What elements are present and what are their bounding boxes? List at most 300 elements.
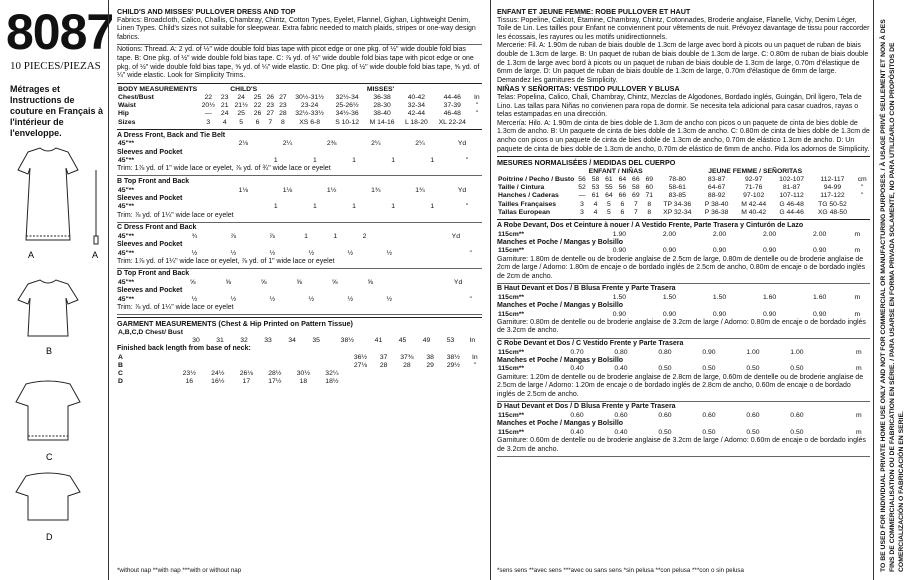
table-cell: 94-99 (823, 184, 842, 192)
table-row (117, 94, 482, 102)
table-cell: " (469, 249, 472, 257)
row-label: Tallas European (498, 208, 550, 216)
table-cell: 28 (403, 361, 411, 369)
row-label: 115cm** (498, 310, 525, 318)
table-cell: 23 (279, 102, 287, 110)
table-cell (206, 140, 214, 148)
table-cell: 1¾ (415, 186, 425, 194)
table-cell: ⅝ (260, 278, 267, 286)
table-cell (202, 203, 216, 211)
row-label: Waist (118, 102, 136, 110)
table-row (497, 184, 870, 192)
metrage-subsection: Manches et Poche / Mangas y Bolsillo (497, 238, 624, 246)
table-cell: 37-39 (443, 102, 461, 110)
table-cell: 53 (591, 184, 600, 192)
table-cell: 4 (593, 200, 598, 208)
table-cell: TG 50-52 (818, 200, 847, 208)
table-cell: ½ (269, 249, 276, 257)
metrage-table (497, 365, 870, 373)
table-cell (198, 140, 206, 148)
table-cell: 8 (281, 118, 285, 126)
metrage-table (497, 247, 870, 255)
table-cell: 27⅛ (353, 361, 368, 369)
pattern-number: 8087 (6, 4, 114, 60)
table-cell: m (854, 310, 861, 318)
table-cell: 20½ (201, 102, 215, 110)
table-cell: 44-46 (443, 93, 461, 101)
table-row (117, 354, 482, 362)
metrage-trim: Garniture: 1.80m de dentelle ou de broderie anglaise de 2.5cm de large, 0.80m de dentelle ou de broderie anglaise de 2cm de large / Adorno: 1.80m de encaje o de bordado inglés de 2.5cm de ancho, 0.80m de encaje o de bordado inglés de 2cm de ancho. (497, 255, 866, 280)
table-cell: 0.90 (712, 310, 727, 318)
yardage-section-title: D Top Front and Back (117, 270, 190, 278)
table-cell: 83-87 (707, 175, 726, 183)
table-cell: 1.50 (612, 293, 627, 301)
table-cell (409, 296, 419, 304)
table-row (497, 231, 870, 239)
table-cell (415, 329, 439, 337)
table-row (117, 296, 482, 304)
table-cell: 29 (426, 361, 434, 369)
tie-belt-icon (94, 170, 98, 244)
table-cell: 1.60 (762, 293, 777, 301)
table-cell: 64-67 (707, 184, 726, 192)
row-label: 115cm** (498, 365, 525, 373)
table-row (117, 329, 482, 337)
table-cell: 32¼ (325, 370, 339, 378)
table-cell (468, 370, 482, 378)
table-cell: 1 (391, 157, 396, 165)
garment-title: GARMENT MEASUREMENTS (Chest & Hip Printed on Pattern Tissue) (117, 319, 353, 329)
table-cell (183, 140, 191, 148)
table-cell: 117-122 (820, 192, 845, 200)
table-cell: 23½ (182, 370, 196, 378)
table-cell: ½ (191, 295, 198, 303)
table-cell (256, 329, 280, 337)
table-cell: 112-117 (820, 175, 845, 183)
table-cell: 55 (605, 184, 613, 192)
table-cell: 0.60 (790, 412, 804, 420)
yardage-table (117, 250, 482, 258)
table-cell (439, 296, 449, 304)
table-row (117, 370, 482, 378)
table-cell: P 36-38 (704, 208, 729, 216)
table-cell: 0.90 (712, 247, 727, 255)
finished-table (117, 354, 482, 387)
yardage-subsection: Sleeves and Pocket (117, 194, 183, 202)
yardage-subsection: Sleeves and Pocket (117, 240, 183, 248)
table-cell: 24 (220, 110, 229, 118)
table-cell: 38½ (340, 336, 354, 344)
table-cell: XL 22-24 (438, 118, 466, 126)
table-cell: 0.60 (658, 412, 672, 420)
row-label: 45"** (118, 203, 135, 211)
table-cell (419, 296, 429, 304)
mercerie-text: Mercerie: Fil. A: 1.90m de ruban de biais double de 1.3cm de large avec bord à picots ou un paquet de ruban de biais double de 1.3cm de large. B: Un paquet de ruban de biais double de 1.3cm de large. C: 0.80m de ruban de biais double de 1.3cm de large avec bord à picots ou un paquet de ruban de biais double de 1.3cm de large, 0.70m d'élastique de 6mm de large. D: Un paquet de ruban de biais double de 1.3cm de large, 0.70m d'élastique de 6mm de large. Demandez les garnitures de Simplicity. (497, 42, 869, 84)
row-label (117, 337, 184, 345)
top-d-icon (16, 473, 80, 520)
table-cell (439, 370, 468, 378)
table-cell: 0.90 (813, 310, 827, 318)
table-cell (175, 187, 183, 195)
dress-a-icon (18, 148, 78, 240)
misses-header: MISSES' (366, 85, 395, 93)
table-cell: M 42-44 (741, 200, 767, 208)
table-cell: ⅝ (367, 278, 373, 286)
table-cell: 2.00 (662, 230, 677, 238)
table-cell: 58-61 (668, 184, 686, 192)
table-cell (198, 187, 206, 195)
yardage-table (117, 187, 482, 195)
row-label: B (118, 361, 123, 369)
row-label: Sizes (118, 118, 136, 126)
table-cell: 64 (605, 192, 613, 200)
table-cell: ½ (308, 249, 315, 257)
row-label: Poitrine / Pecho / Busto (498, 175, 575, 183)
row-label: 115cm** (498, 412, 525, 420)
childs-header: CHILD'S (230, 85, 258, 93)
table-cell: 29½ (446, 361, 460, 369)
table-cell: ¾ (191, 232, 198, 240)
table-row (497, 209, 870, 217)
table-cell (854, 201, 870, 209)
usage-notice: TO BE USED FOR INDIVIDUAL PRIVATE HOME USE ONLY AND NOT FOR COMMERCIAL OR MANUFACTURING PURPOSES. / À USAGE PRIVÉ SEULEMENT ET NON À DES FINS DE COMMERCIALISATION OU DE FABRICATION EN SÉRIE. / PARA USARSE EN FORMA PRIVADA SOLAMENTE, NO PARA UTILIZARLO CON PROPÓSITOS DE COMERCIALIZACIÓN O FABRICACIÓN EN SERIE. (880, 19, 905, 572)
row-label: 45"** (118, 186, 135, 194)
finished-label: Finished back length from base of neck: (117, 345, 251, 353)
table-cell: " (860, 192, 864, 200)
table-cell: 7 (633, 200, 638, 208)
table-cell: 78-80 (668, 175, 686, 183)
table-cell (388, 279, 397, 287)
mesures-title: MESURES NORMALISÉES / MEDIDAS DEL CUERPO (497, 158, 676, 168)
row-label: Chest/Bust (118, 93, 154, 101)
table-cell: 3 (206, 118, 211, 126)
table-cell: 58 (632, 184, 640, 192)
table-cell: m (856, 365, 862, 373)
table-cell (304, 329, 328, 337)
table-cell: 30½-31½ (295, 93, 324, 101)
table-row (117, 110, 482, 118)
table-cell: 81-87 (782, 184, 801, 192)
table-cell: ⅞ (230, 232, 237, 240)
table-cell: In (471, 353, 478, 361)
table-row (117, 250, 482, 258)
table-cell (243, 203, 257, 211)
table-row (117, 157, 482, 165)
table-cell: 0.60 (570, 412, 584, 420)
table-cell: 0.40 (614, 365, 628, 373)
table-cell (439, 378, 468, 386)
table-cell (202, 157, 216, 165)
metrage-table (497, 311, 870, 319)
table-cell (399, 233, 409, 241)
table-cell: 2⅜ (326, 140, 337, 148)
table-cell (375, 370, 393, 378)
table-cell: 37 (379, 353, 388, 361)
metrage-section-title: C Robe Devant et Dos / C Vestido Frente y Parte Trasera (497, 340, 684, 348)
table-cell: 34 (288, 336, 296, 344)
table-cell: G 44-46 (779, 208, 804, 216)
table-cell: 53 (446, 336, 455, 344)
table-cell: 18 (299, 378, 308, 386)
metrage-trim: Garniture: 0.60m de dentelle ou de broderie anglaise de 3.2cm de large / Adorno: 0.60m de encaje o de bordado inglés de 3.2cm de ancho. (497, 437, 866, 453)
pieces-count: 10 PIECES/PIEZAS (10, 60, 101, 72)
fabrics-text: Fabrics: Broadcloth, Calico, Challis, Chambray, Chintz, Cotton Types, Eyelet, Flannel, Gighan, Lightweight Denim, Linen Types. Child's sizes not suitable for sleepwear. Extra fabric needed to match plaids, stripes or one-way design fabrics. (117, 16, 476, 41)
table-cell (854, 209, 870, 217)
table-cell: 23 (266, 102, 275, 110)
table-row (497, 311, 870, 319)
table-cell (216, 157, 230, 165)
table-cell: 16½ (211, 378, 225, 386)
table-cell: 32½-33½ (295, 110, 324, 118)
row-label: 115cm** (498, 428, 525, 436)
table-cell: 46-48 (443, 110, 461, 118)
table-cell: 21 (220, 102, 229, 110)
table-cell: 0.60 (702, 412, 716, 420)
metrage-trim: Garniture: 0.80m de dentelle ou de broderie anglaise de 3.2cm de large / Adorno: 0.80m de encaje o de bordado inglés de 3.2cm de ancho. (497, 318, 866, 335)
row-label: 45"** (118, 140, 135, 148)
table-row (117, 203, 482, 211)
table-cell: 37⅜ (400, 353, 414, 361)
table-cell: ½ (347, 295, 354, 303)
table-cell: 1½ (326, 186, 337, 194)
table-cell: 41 (374, 336, 383, 344)
table-cell: 69 (632, 192, 640, 200)
table-cell: 28 (279, 110, 287, 118)
table-cell (406, 279, 415, 287)
table-cell: 0.50 (790, 428, 804, 436)
table-cell: 0.80 (614, 348, 628, 356)
table-cell: 1 (391, 203, 396, 211)
table-cell: 88-92 (707, 192, 726, 200)
table-cell (175, 157, 189, 165)
table-cell: " (475, 102, 479, 110)
table-cell: ½ (230, 295, 237, 303)
table-cell (420, 233, 430, 241)
table-cell: In (469, 336, 476, 344)
table-cell: 31 (216, 336, 224, 344)
table-cell: 97-102 (743, 192, 765, 200)
table-cell: ½ (269, 295, 276, 303)
table-row (497, 201, 870, 209)
row-label: 45"** (118, 157, 135, 165)
table-cell: 16 (185, 378, 194, 386)
table-cell: " (475, 110, 479, 118)
table-cell: 1⅛ (282, 186, 293, 194)
row-label: Tailles Françaises (498, 200, 557, 208)
table-cell: 1 (430, 157, 435, 165)
table-cell: ⅝ (331, 278, 338, 286)
table-cell: 2.00 (813, 230, 827, 238)
table-cell: cm (857, 175, 867, 183)
table-cell: 18½ (325, 378, 339, 386)
table-row (117, 187, 482, 195)
table-cell: 1 (273, 203, 278, 211)
table-cell: 71-76 (744, 184, 763, 192)
table-cell (409, 250, 419, 258)
table-row (497, 365, 870, 373)
table-cell (419, 250, 429, 258)
table-cell (214, 187, 222, 195)
table-cell: 2¼ (371, 140, 381, 148)
body-measurements-table (117, 86, 482, 127)
table-cell: 24½ (211, 370, 225, 378)
metrage-table (497, 429, 870, 437)
table-cell: 1 (313, 157, 317, 165)
table-cell (318, 362, 347, 370)
table-row (117, 140, 482, 148)
table-cell: 69 (645, 175, 654, 183)
garment-table (117, 329, 482, 345)
table-cell: S 10-12 (335, 118, 360, 126)
english-title: CHILD'S AND MISSES' PULLOVER DRESS AND TOP (117, 7, 296, 16)
table-cell (232, 354, 261, 362)
table-row (117, 279, 482, 287)
table-cell: 27 (266, 110, 275, 118)
table-row (497, 247, 870, 255)
table-cell: 0.50 (790, 365, 804, 373)
metrage-table (497, 349, 870, 357)
table-cell: 71 (645, 192, 654, 200)
table-cell: ½ (386, 249, 393, 257)
table-cell: 6 (620, 208, 625, 216)
table-cell: 17 (242, 378, 251, 386)
jeune-header: JEUNE FEMME / SEÑORITAS (708, 167, 803, 175)
view-label: A (92, 250, 99, 260)
table-cell: 0.60 (746, 412, 760, 420)
table-cell (204, 362, 233, 370)
table-cell: 61 (605, 175, 613, 183)
english-footnote: *without nap **with nap ***with or without nap (117, 567, 242, 575)
sizes-row (117, 119, 482, 127)
table-cell (261, 362, 290, 370)
table-cell: 1.60 (813, 293, 827, 301)
yardage-trim: Trim: ⅞ yd. of 1¼" wide lace or eyelet (117, 303, 234, 311)
metrage-table (497, 294, 870, 302)
table-row (497, 349, 870, 357)
enfant-header: ENFANT / NIÑAS (588, 167, 643, 175)
table-cell: 1 (304, 232, 308, 240)
table-cell: 0.90 (662, 310, 677, 318)
table-cell (449, 296, 459, 304)
table-cell: 25 (253, 93, 262, 101)
table-cell: 40-42 (407, 93, 426, 101)
yardage-trim: Trim: 1⅞ yd. of 1¼" wide lace or eyelet, ⅞ yd. of 1" wide lace or eyelet (117, 257, 335, 265)
table-cell (261, 354, 290, 362)
table-cell: 5 (239, 118, 244, 126)
table-cell: 1 (352, 203, 356, 211)
table-cell: 38 (426, 353, 434, 361)
table-cell: 38-40 (373, 110, 391, 118)
table-cell: ½ (308, 295, 315, 303)
yardage-subsection: Sleeves and Pocket (117, 148, 183, 156)
table-cell: 36-38 (373, 93, 391, 101)
table-cell: 0.50 (702, 365, 716, 373)
table-cell: Yd (451, 232, 460, 240)
table-row (117, 233, 482, 241)
table-cell: — (204, 110, 212, 118)
table-cell: 102-107 (779, 175, 805, 183)
table-cell: 64 (618, 175, 627, 183)
row-label: D (118, 378, 123, 386)
view-label: A (28, 250, 35, 260)
row-label: Hanches / Caderas (498, 192, 559, 200)
metrage-section-title: B Haut Devant et Dos / B Blusa Frente y Parte Trasera (497, 285, 676, 293)
metrage-table (497, 412, 870, 420)
table-cell: 2.00 (712, 230, 727, 238)
table-cell (318, 354, 347, 362)
metrage-subsection: Manches et Poche / Mangas y Bolsillo (497, 356, 624, 364)
table-cell: 30½ (296, 370, 310, 378)
table-row (497, 429, 870, 437)
table-cell: 3 (580, 200, 584, 208)
table-cell: 0.50 (746, 428, 760, 436)
table-cell (421, 370, 439, 378)
table-cell: " (465, 157, 469, 165)
table-cell: 1 (333, 232, 338, 240)
table-cell: 1.50 (712, 293, 727, 301)
table-cell: 1 (273, 157, 278, 165)
table-cell (289, 362, 318, 370)
yardage-subsection: Sleeves and Pocket (117, 287, 183, 295)
table-cell (346, 370, 375, 378)
table-cell (346, 378, 375, 386)
french-title: ENFANT ET JEUNE FEMME: ROBE PULLOVER ET HAUT (497, 7, 691, 16)
table-cell: 2 (362, 232, 367, 240)
table-cell (439, 329, 463, 337)
table-cell: 49 (422, 336, 431, 344)
table-cell: 52 (578, 184, 586, 192)
table-cell (390, 329, 414, 337)
table-cell: 1 (313, 203, 317, 211)
table-cell: 30 (192, 336, 200, 344)
spanish-footnote: *sens sens **avec sens ***avec ou sans sens *sin pelusa **con pelusa ***con o sin pelusa (497, 567, 744, 575)
metrage-subsection: Manches et Poche / Mangas y Bolsillo (497, 302, 624, 310)
table-cell: ⅝ (225, 278, 232, 286)
table-cell: 2¼ (282, 140, 293, 148)
table-cell: 0.90 (762, 310, 777, 318)
view-label: B (46, 346, 53, 356)
table-cell (393, 378, 422, 386)
table-cell: 0.90 (612, 247, 627, 255)
row-label: 45"** (118, 249, 135, 257)
table-cell: Yd (453, 278, 463, 286)
table-cell (214, 140, 222, 148)
telas-text: Telas: Popelina, Calico, Chali, Chambray, Chintz, Mezclas de Algodones, Bordado inglés, Guingán, Dril ligero, Tela de Lino. Las tallas para Niñas no convienen para ropa de dormir. Se necesita tela adicional para casar cuadros, rayas o telas estampadas en una dirección. (497, 93, 862, 119)
french-spanish-column (490, 0, 870, 580)
table-row (497, 294, 870, 302)
table-cell: 17½ (268, 378, 282, 386)
row-label: A (118, 353, 123, 361)
table-cell: 26⅛ (239, 370, 253, 378)
table-cell: 26 (253, 110, 262, 118)
table-cell: XP 32-34 (663, 208, 692, 216)
table-cell: 1.00 (746, 348, 760, 356)
table-cell: 2⅛ (238, 140, 249, 148)
table-cell: ½ (230, 249, 237, 257)
table-cell: 32 (240, 336, 248, 344)
notions-text: Notions: Thread. A: 2 yd. of ½" wide double fold bias tape with picot edge or one pkg. of ½" wide double fold bias tape. B: One pkg. of ½" wide double fold bias tape. C: ⅞ yd. of ½" wide double fold bias tape with picot edge or one pkg. of ½" wide double fold bias tape, ⅝ yd. of ¼" wide elastic. D: One pkg. of ½" wide double fold bias tape, ⅝ yd. of ¼" wide elastic. Look for Simplicity Trims. (117, 46, 480, 80)
table-cell: 0.90 (702, 348, 716, 356)
table-cell: 0.40 (570, 428, 584, 436)
table-cell: 56 (578, 175, 586, 183)
table-row (497, 192, 870, 200)
table-cell: m (854, 293, 861, 301)
row-label: 45"** (118, 278, 135, 286)
yardage-section-title: B Top Front and Back (117, 177, 190, 185)
table-row (117, 362, 482, 370)
table-cell (280, 329, 304, 337)
table-cell (289, 354, 318, 362)
